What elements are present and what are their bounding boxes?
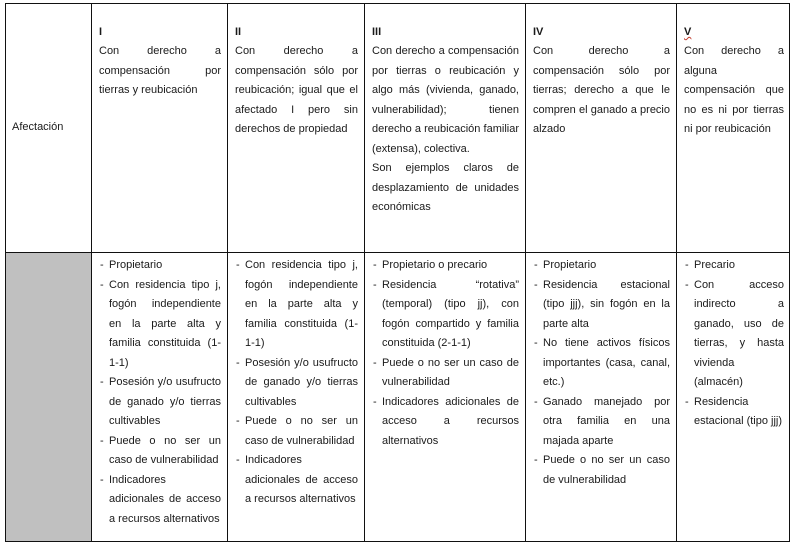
list-item: - Indicadores adicionales de acceso a recursos alternativos [236, 451, 358, 510]
list-item: - Propietario [100, 256, 221, 276]
header-cell-I [92, 4, 228, 252]
list-item: - Residencia “rotativa” (temporal) (tipo jj), con fogón compartido y familia constituida (2-1-1) [373, 276, 519, 354]
list-item: - Puede o no ser un caso de vulnerabilidad [373, 354, 519, 393]
criteria-cell-IV [526, 253, 677, 541]
list-item: - Con acceso indirecto a ganado, uso de tierras, y hasta vivienda (almacén) [685, 276, 784, 393]
list-item: - Posesión y/o usufructo de ganado y/o tierras cultivables [100, 373, 221, 432]
list-item: - Posesión y/o usufructo de ganado y/o tierras cultivables [236, 354, 358, 413]
criteria-cell-II [228, 253, 365, 541]
list-item: - Propietario [534, 256, 670, 276]
category-numeral: IV [533, 26, 544, 38]
criteria-row [6, 253, 789, 541]
list-item: - Puede o no ser un caso de vulnerabilidad [236, 412, 358, 451]
criteria-list [365, 253, 525, 451]
category-description: Con derecho a compensación por tierras y reubicación [99, 45, 221, 96]
shaded-label-cell [6, 253, 92, 541]
criteria-list [228, 253, 364, 510]
criteria-list [92, 253, 227, 529]
header-cell-II [228, 4, 365, 252]
header-cell-III [365, 4, 526, 252]
category-description: Con derecho a compensación por tierras o reubicación y algo más (vivienda, ganado, vulnerabilidad); tienen derecho a reubicación familiar (extensa), colectiva. [372, 45, 519, 155]
criteria-cell-I [92, 253, 228, 541]
category-numeral: V [684, 26, 692, 38]
category-description: Con derecho a alguna compensación que no es ni por tierras ni por reubicación [684, 45, 784, 135]
list-item: - Puede o no ser un caso de vulnerabilidad [534, 451, 670, 490]
category-description-note: Son ejemplos claros de desplazamiento de unidades económicas [372, 162, 519, 213]
list-item: - Con residencia tipo j, fogón independiente en la parte alta y familia constituida (1-1-1) [236, 256, 358, 354]
header-cell-IV [526, 4, 677, 252]
criteria-cell-V [677, 253, 790, 541]
list-item: - Con residencia tipo j, fogón independiente en la parte alta y familia constituida (1-1-1) [100, 276, 221, 374]
category-numeral: I [99, 26, 103, 38]
header-row [6, 4, 789, 253]
category-description: Con derecho a compensación sólo por tierras; derecho a que le compren el ganado a precio alzado [533, 45, 670, 135]
header-cell-V [677, 4, 790, 252]
criteria-list [677, 253, 790, 432]
list-item: - Residencia estacional (tipo jjj), sin fogón en la parte alta [534, 276, 670, 335]
list-item: - Puede o no ser un caso de vulnerabilidad [100, 432, 221, 471]
criteria-cell-III [365, 253, 526, 541]
list-item: - Propietario o precario [373, 256, 519, 276]
category-numeral: III [372, 26, 382, 38]
list-item: - Residencia estacional (tipo jjj) [685, 393, 784, 432]
row-label-cell [6, 4, 92, 252]
affectation-table [5, 3, 790, 542]
list-item: - Precario [685, 256, 784, 276]
row-label: Afectación [12, 121, 64, 133]
category-numeral: II [235, 26, 242, 38]
list-item: - No tiene activos físicos importantes (casa, canal, etc.) [534, 334, 670, 393]
list-item: - Indicadores adicionales de acceso a recursos alternativos [100, 471, 221, 530]
list-item: - Indicadores adicionales de acceso a recursos alternativos [373, 393, 519, 452]
criteria-list [526, 253, 676, 490]
category-description: Con derecho a compensación sólo por reubicación; igual que el afectado I pero sin derechos de propiedad [235, 45, 358, 135]
list-item: - Ganado manejado por otra familia en una majada aparte [534, 393, 670, 452]
